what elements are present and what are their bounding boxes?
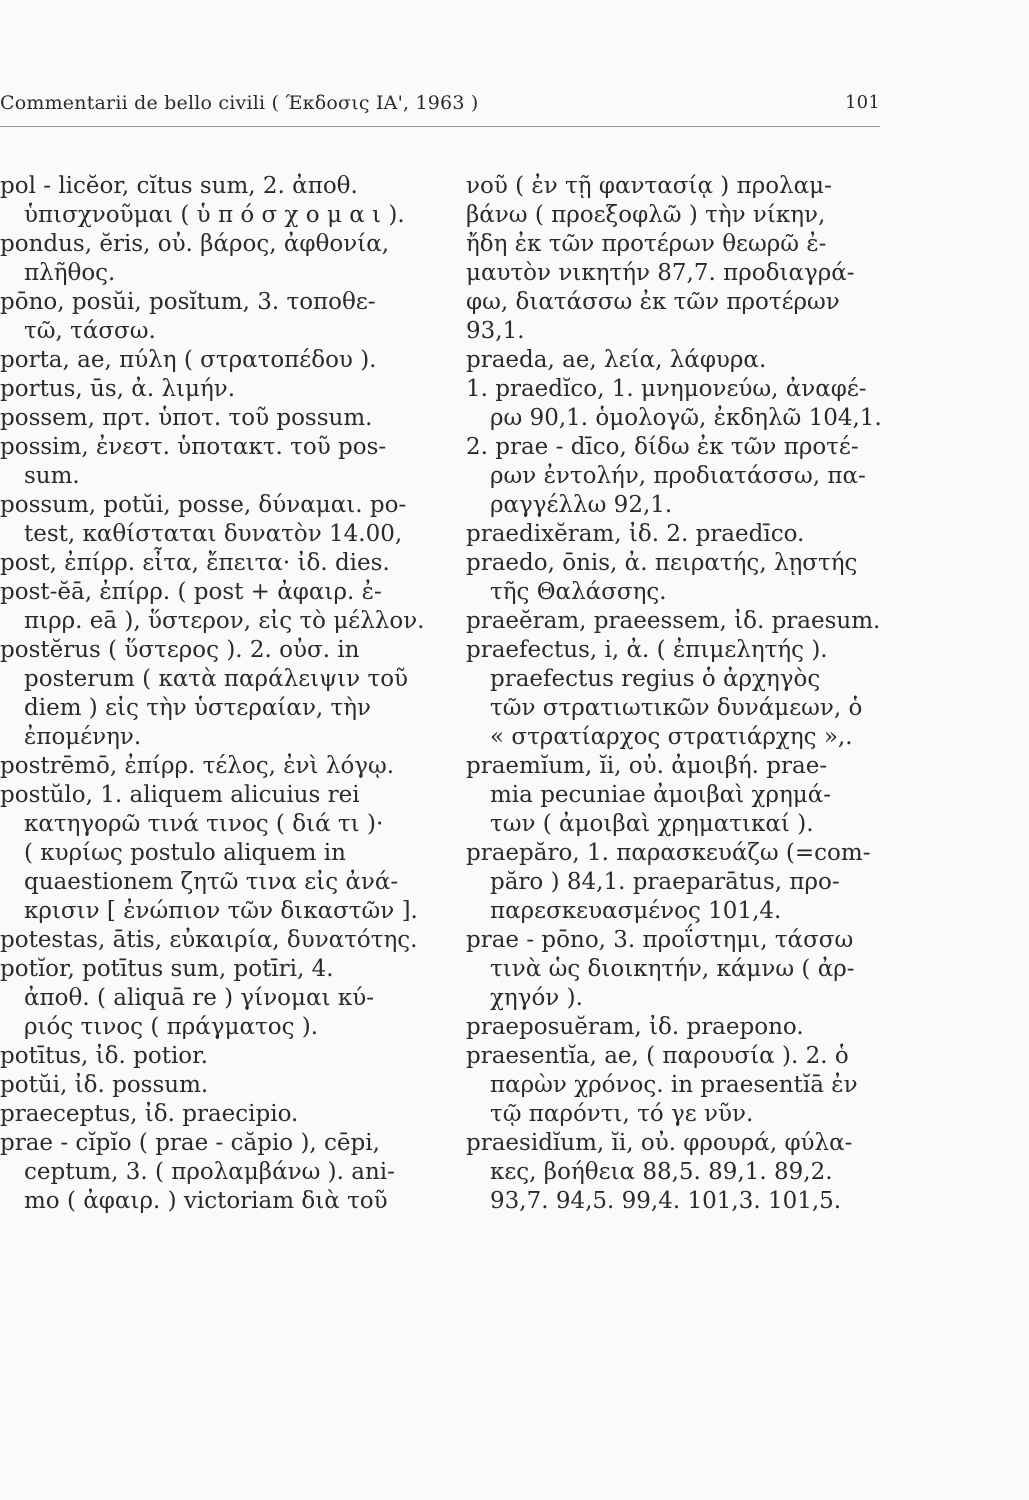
dictionary-line: ρω 90,1. ὁμολογῶ, ἐκδηλῶ 104,1. <box>490 405 882 431</box>
dictionary-line: πιρρ. eā ), ὕστερον, εἰς τὸ μέλλον. <box>24 608 425 634</box>
dictionary-line: των ( ἀμοιβαὶ χρηματικαί ). <box>490 811 814 837</box>
dictionary-line: 93,7. 94,5. 99,4. 101,3. 101,5. <box>490 1188 842 1214</box>
dictionary-line: praemĭum, ĭi, οὐ. ἀμοιβή. prae- <box>466 753 828 779</box>
dictionary-line: praedixĕram, ἰδ. 2. praedīco. <box>466 521 805 547</box>
dictionary-line: postŭlo, 1. aliquem alicuius rei <box>0 782 360 808</box>
dictionary-line: potītus, ἰδ. potior. <box>0 1043 208 1069</box>
dictionary-line: ὑπισχνοῦμαι ( ὑ π ό σ χ ο μ α ι ). <box>24 202 405 228</box>
dictionary-line: sum. <box>24 463 80 489</box>
dictionary-line: νοῦ ( ἐν τῇ φαντασίᾳ ) προλαμ- <box>466 173 832 199</box>
dictionary-line: ἐπομένην. <box>24 724 142 750</box>
dictionary-line: praesentĭa, ae, ( παρουσία ). 2. ὁ <box>466 1043 849 1069</box>
dictionary-line: pol - licĕor, cĭtus sum, 2. ἀποθ. <box>0 173 358 199</box>
dictionary-line: 2. prae - dīco, δίδω ἐκ τῶν προτέ- <box>466 434 859 460</box>
dictionary-line: 1. praedĭco, 1. μνημονεύω, ἀναφέ- <box>466 376 867 402</box>
dictionary-line: praeceptus, ἰδ. praecipio. <box>0 1101 299 1127</box>
running-title: Commentarii de bello civili ( Έκδοσις ΙΑ', 1963 ) <box>0 92 479 114</box>
dictionary-line: possum, potŭi, posse, δύναμαι. po- <box>0 492 407 518</box>
dictionary-line: potŭi, ἰδ. possum. <box>0 1072 209 1098</box>
dictionary-line: test, καθίσταται δυνατὸν 14.00, <box>24 521 403 547</box>
dictionary-line: portus, ūs, ἀ. λιμήν. <box>0 376 236 402</box>
dictionary-line: ( κυρίως postulo aliquem in <box>24 840 346 866</box>
dictionary-line: pondus, ĕris, οὐ. βάρος, ἀφθονία, <box>0 231 390 257</box>
dictionary-line: πλῆθος. <box>24 260 116 286</box>
dictionary-line: ceptum, 3. ( προλαμβάνω ). ani- <box>24 1159 395 1185</box>
page-number: 101 <box>845 92 880 113</box>
dictionary-line: mia pecuniae ἀμοιβαὶ χρημά- <box>490 782 832 808</box>
dictionary-line: postĕrus ( ὕστερος ). 2. οὐσ. in <box>0 637 360 663</box>
dictionary-line: praepăro, 1. παρασκευάζω (=com- <box>466 840 871 866</box>
dictionary-line: ραγγέλλω 92,1. <box>490 492 673 518</box>
dictionary-line: prae - cĭpĭo ( prae - căpio ), cēpi, <box>0 1130 380 1156</box>
dictionary-line: praesidĭum, ĭi, οὐ. φρουρά, φύλα- <box>466 1130 853 1156</box>
dictionary-line: post, ἐπίρρ. εἶτα, ἔπειτα· ἰδ. dies. <box>0 550 390 576</box>
dictionary-line: τῶ, τάσσω. <box>24 318 156 344</box>
dictionary-line: ριός τινος ( πράγματος ). <box>24 1014 319 1040</box>
left-column <box>0 172 450 1216</box>
dictionary-line: praedo, ōnis, ἀ. πειρατής, λῃστής <box>466 550 858 576</box>
dictionary-line: porta, ae, πύλη ( στρατοπέδου ). <box>0 347 377 373</box>
dictionary-line: possem, πρτ. ὑποτ. τοῦ possum. <box>0 405 373 431</box>
dictionary-line: μαυτὸν νικητήν 87,7. προδιαγρά- <box>466 260 855 286</box>
dictionary-line: praefectus, i, ἀ. ( ἐπιμελητής ). <box>466 637 828 663</box>
dictionary-line: praefectus regius ὁ ἀρχηγὸς <box>490 666 821 692</box>
dictionary-line: 93,1. <box>466 318 525 344</box>
dictionary-line: potĭor, potītus sum, potīri, 4. <box>0 956 334 982</box>
dictionary-line: κρισιν [ ἐνώπιον τῶν δικαστῶν ]. <box>24 898 418 924</box>
right-column <box>466 172 928 1216</box>
dictionary-line: κατηγορῶ τινά τινος ( διά τι )· <box>24 811 384 837</box>
dictionary-line: ρων ἐντολήν, προδιατάσσω, πα- <box>490 463 866 489</box>
dictionary-line: τινὰ ὡς διοικητήν, κάμνω ( ἀρ- <box>490 956 855 982</box>
dictionary-line: « στρατίαρχος στρατιάρχης »,. <box>490 724 853 750</box>
dictionary-line: potestas, ātis, εὐκαιρία, δυνατότης. <box>0 927 418 953</box>
page-header <box>0 92 880 122</box>
dictionary-line: praeposuĕram, ἰδ. praepono. <box>466 1014 804 1040</box>
dictionary-line: φω, διατάσσω ἐκ τῶν προτέρων <box>466 289 840 315</box>
dictionary-line: posterum ( κατὰ παράλειψιν τοῦ <box>24 666 409 692</box>
dictionary-line: παρεσκευασμένος 101,4. <box>490 898 782 924</box>
dictionary-line: praeĕram, praeessem, ἰδ. praesum. <box>466 608 881 634</box>
dictionary-line: praeda, ae, λεία, λάφυρα. <box>466 347 767 373</box>
dictionary-line: păro ) 84,1. praeparātus, προ- <box>490 869 840 895</box>
header-rule <box>0 126 880 127</box>
dictionary-line: χηγόν ). <box>490 985 583 1011</box>
dictionary-line: mo ( ἀφαιρ. ) victoriam διὰ τοῦ <box>24 1188 388 1214</box>
dictionary-line: possim, ἐνεστ. ὑποτακτ. τοῦ pos- <box>0 434 387 460</box>
dictionary-line: κες, βοήθεια 88,5. 89,1. 89,2. <box>490 1159 833 1185</box>
dictionary-line: ἀποθ. ( aliquā re ) γίνομαι κύ- <box>24 985 374 1011</box>
dictionary-line: βάνω ( προεξοφλῶ ) τὴν νίκην, <box>466 202 826 228</box>
dictionary-line: τῷ παρόντι, τό γε νῦν. <box>490 1101 754 1127</box>
dictionary-line: prae - pōno, 3. προΐστημι, τάσσω <box>466 927 854 953</box>
dictionary-line: pōno, posŭi, posĭtum, 3. τοποθε- <box>0 289 376 315</box>
dictionary-line: post-ĕā, ἐπίρρ. ( post + ἀφαιρ. ἐ- <box>0 579 382 605</box>
dictionary-line: diem ) εἰς τὴν ὑστεραίαν, τὴν <box>24 695 372 721</box>
dictionary-line: τῆς Θαλάσσης. <box>490 579 667 605</box>
dictionary-line: τῶν στρατιωτικῶν δυνάμεων, ὁ <box>490 695 863 721</box>
dictionary-line: quaestionem ζητῶ τινα εἰς ἀνά- <box>24 869 399 895</box>
dictionary-line: postrēmō, ἐπίρρ. τέλος, ἐνὶ λόγῳ. <box>0 753 395 779</box>
dictionary-line: παρὼν χρόνος. in praesentĭā ἐν <box>490 1072 858 1098</box>
dictionary-line: ἤδη ἐκ τῶν προτέρων θεωρῶ ἐ- <box>466 231 827 257</box>
